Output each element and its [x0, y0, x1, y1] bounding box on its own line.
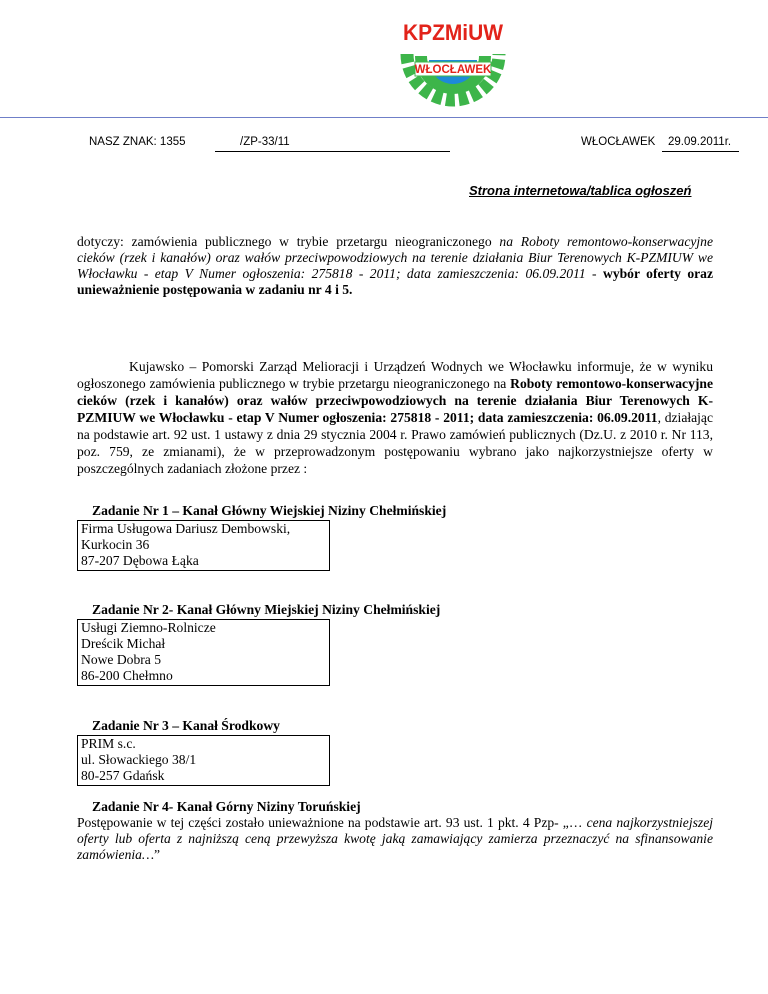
notice-title: Strona internetowa/tablica ogłoszeń [469, 183, 692, 198]
body-intro: Kujawsko – Pomorski Zarząd Melioracji i Urządzeń Wodnych we Włocławku informuje, że w wyniku ogłoszonego zamówienia publicznego w trybie przetargu nieograniczonego na [77, 359, 713, 391]
contractor-line: PRIM s.c. [81, 736, 136, 751]
contractor-line: Dreścik Michał [81, 636, 166, 651]
zadanie-4-text [77, 815, 713, 863]
zadanie-4-italic: cena najkorzystniejszej oferty lub oferta z najniższą ceną przewyższa kwotę jaką zamawiający zamierza przeznaczyć na sfinansowanie zamówienia… [77, 815, 714, 862]
zadanie-1-contractor [77, 520, 330, 571]
body-outro: , działając na podstawie art. 92 ust. 1 ustawy z dnia 29 stycznia 2004 r. Prawo zamówień publicznych (Dz.U. z 2010 r. Nr 113, poz. 759, ze zmianami), że w przeprowadzonym postępowaniu wybrano jako najkorzystniejsze oferty w poszczególnych zadaniach złożone przez : [77, 410, 714, 476]
organization-logo [393, 10, 513, 122]
subject-lead: dotyczy: zamówienia publicznego w trybie przetargu nieograniczonego [77, 234, 500, 249]
header-rule [0, 117, 768, 118]
nasz-znak-label: NASZ ZNAK: 1355 [89, 136, 186, 148]
body-paragraph [77, 358, 713, 477]
date-label: 29.09.2011r. [668, 136, 732, 148]
zadanie-4-close-quote: ” [154, 847, 161, 862]
logo-text-acronym: KPZMiUW [403, 20, 504, 45]
city-label: WŁOCŁAWEK [581, 136, 656, 148]
subject-italic: na Roboty remontowo-konserwacyjne cieków (rzek i kanałów) oraz wałów przeciwpowodziowych na terenie działania Biur Terenowych K-PZMIUW we Włocławku - etap V Numer ogłoszenia: 275818 - 2011; data zamieszczenia: 06.09.2011 [77, 234, 713, 281]
logo-text-city: WŁOCŁAWEK [414, 64, 492, 76]
contractor-line: Usługi Ziemno-Rolnicze [81, 620, 216, 635]
contractor-line: 86-200 Chełmno [81, 668, 173, 683]
znak-underline [215, 151, 450, 152]
contractor-line: Firma Usługowa Dariusz Dembowski, [81, 521, 291, 536]
subject-bold: wybór oferty oraz unieważnienie postępowania w zadaniu nr 4 i 5. [77, 266, 713, 297]
body-bold: Roboty remontowo-konserwacyjne cieków (rzek i kanałów) oraz wałów przeciwpowodziowych na terenie działania Biur Terenowych K-PZMIUW we Włocławku - etap V Numer ogłoszenia: 275818 - 2011; data zamieszczenia: 06.09.2011 [77, 376, 714, 425]
znak-suffix: /ZP-33/11 [240, 136, 290, 148]
contractor-line: Nowe Dobra 5 [81, 652, 162, 667]
zadanie-2-contractor [77, 619, 330, 686]
zadanie-4-plain: Postępowanie w tej części zostało unieważnione na podstawie art. 93 ust. 1 pkt. 4 Pzp- „… [77, 815, 587, 830]
contractor-line: 87-207 Dębowa Łąka [81, 553, 199, 568]
zadanie-4-heading: Zadanie Nr 4- Kanał Górny Niziny Toruńskiej [92, 799, 361, 814]
contractor-line: 80-257 Gdańsk [81, 768, 165, 783]
zadanie-3-contractor [77, 735, 330, 786]
zadanie-1-heading: Zadanie Nr 1 – Kanał Główny Wiejskiej Niziny Chełmińskiej [92, 503, 447, 518]
zadanie-3-heading: Zadanie Nr 3 – Kanał Środkowy [92, 718, 280, 733]
logo-graphic [393, 10, 513, 122]
contractor-line: ul. Słowackiego 38/1 [81, 752, 197, 767]
date-underline [662, 151, 739, 152]
subject-paragraph [77, 234, 713, 298]
zadanie-2-heading: Zadanie Nr 2- Kanał Główny Miejskiej Niziny Chełmińskiej [92, 602, 441, 617]
subject-dash: - [585, 266, 603, 281]
contractor-line: Kurkocin 36 [81, 537, 150, 552]
